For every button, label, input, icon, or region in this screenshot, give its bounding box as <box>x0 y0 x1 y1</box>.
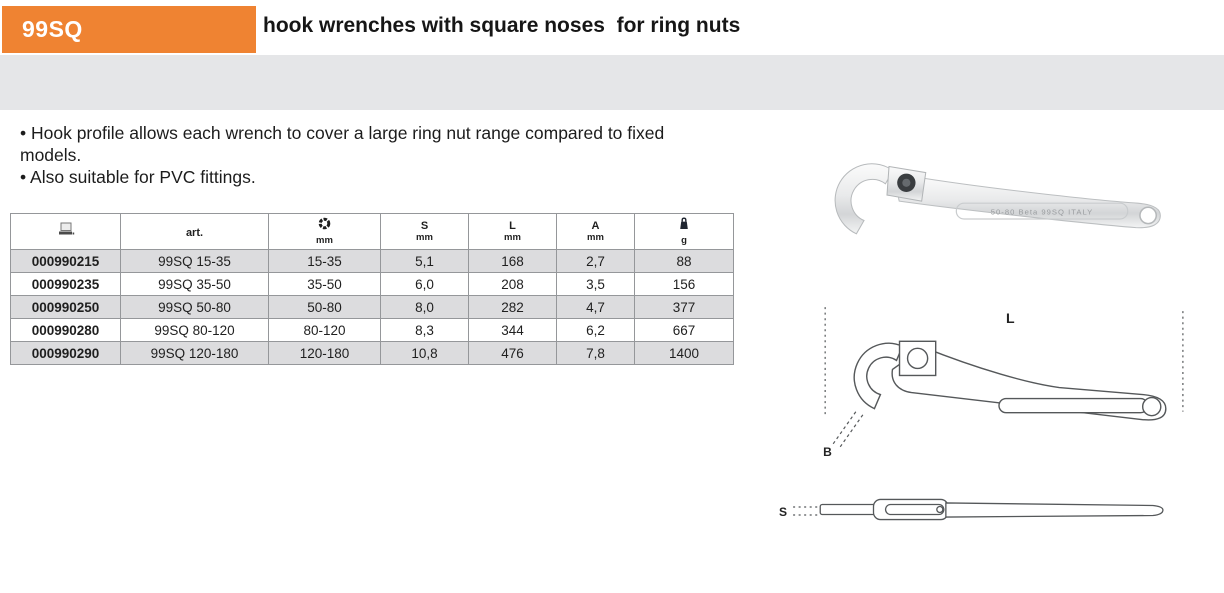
value-cell: 168 <box>469 250 557 273</box>
column-unit: mm <box>416 232 433 243</box>
value-cell: 476 <box>469 342 557 365</box>
value-cell: 6,2 <box>557 319 635 342</box>
column-label: art. <box>185 226 204 239</box>
value-cell: 208 <box>469 273 557 296</box>
value-cell: 282 <box>469 296 557 319</box>
spec-table <box>10 213 734 365</box>
value-cell: 156 <box>635 273 734 296</box>
dim-label-L: L <box>1006 310 1015 327</box>
table-row <box>11 273 734 296</box>
column-unit: mm <box>504 232 521 243</box>
column-header-l <box>469 214 557 250</box>
article-cell: 99SQ 15-35 <box>121 250 269 273</box>
dim-label-S: S <box>779 505 788 520</box>
column-header-weight <box>635 214 734 250</box>
column-label: A <box>591 220 600 232</box>
code-cell: 000990235 <box>11 273 121 296</box>
code-cell: 000990290 <box>11 342 121 365</box>
table-row <box>11 319 734 342</box>
column-unit: mm <box>587 232 604 243</box>
value-cell: 5,1 <box>381 250 469 273</box>
page-title: hook wrenches with square noses for ring nuts <box>263 14 741 37</box>
column-header-code <box>11 214 121 250</box>
dim-label-B: B <box>823 444 832 459</box>
article-cell: 99SQ 120-180 <box>121 342 269 365</box>
value-cell: 7,8 <box>557 342 635 365</box>
table-row <box>11 250 734 273</box>
product-code: 99SQ <box>22 16 83 42</box>
description <box>20 122 720 189</box>
column-label: S <box>420 220 429 232</box>
product-photo <box>800 143 1180 250</box>
dimension-drawing <box>793 298 1205 471</box>
value-cell: 8,0 <box>381 296 469 319</box>
value-cell: 8,3 <box>381 319 469 342</box>
ring-nut-icon <box>318 217 331 230</box>
value-cell: 35-50 <box>269 273 381 296</box>
column-unit: g <box>681 235 687 246</box>
column-header-ring-nut-size <box>269 214 381 250</box>
value-cell: 4,7 <box>557 296 635 319</box>
value-cell: 344 <box>469 319 557 342</box>
product-code-banner <box>2 6 256 53</box>
table-row <box>11 296 734 319</box>
value-cell: 1400 <box>635 342 734 365</box>
article-cell: 99SQ 80-120 <box>121 319 269 342</box>
value-cell: 10,8 <box>381 342 469 365</box>
table-row <box>11 342 734 365</box>
column-header-s <box>381 214 469 250</box>
header-band <box>0 55 1224 110</box>
value-cell: 15-35 <box>269 250 381 273</box>
value-cell: 50-80 <box>269 296 381 319</box>
table-body <box>11 250 734 365</box>
stamp-text: 50-80 Beta 99SQ ITALY <box>990 207 1094 217</box>
value-cell: 120-180 <box>269 342 381 365</box>
code-cell: 000990250 <box>11 296 121 319</box>
code-cell: 000990215 <box>11 250 121 273</box>
bullet-item: • Hook profile allows each wrench to cover a large ring nut range compared to fixed models. <box>20 123 665 166</box>
column-unit: mm <box>316 235 333 246</box>
value-cell: 667 <box>635 319 734 342</box>
article-cell: 99SQ 35-50 <box>121 273 269 296</box>
barcode-icon <box>57 222 75 236</box>
value-cell: 2,7 <box>557 250 635 273</box>
code-cell: 000990280 <box>11 319 121 342</box>
value-cell: 80-120 <box>269 319 381 342</box>
column-label: L <box>509 220 516 232</box>
column-header-art <box>121 214 269 250</box>
thickness-drawing <box>773 488 1175 539</box>
value-cell: 6,0 <box>381 273 469 296</box>
table-header-row <box>11 214 734 250</box>
value-cell: 377 <box>635 296 734 319</box>
column-header-a <box>557 214 635 250</box>
weight-icon <box>679 217 689 230</box>
value-cell: 3,5 <box>557 273 635 296</box>
bullet-item: • Also suitable for PVC fittings. <box>20 167 256 188</box>
value-cell: 88 <box>635 250 734 273</box>
article-cell: 99SQ 50-80 <box>121 296 269 319</box>
